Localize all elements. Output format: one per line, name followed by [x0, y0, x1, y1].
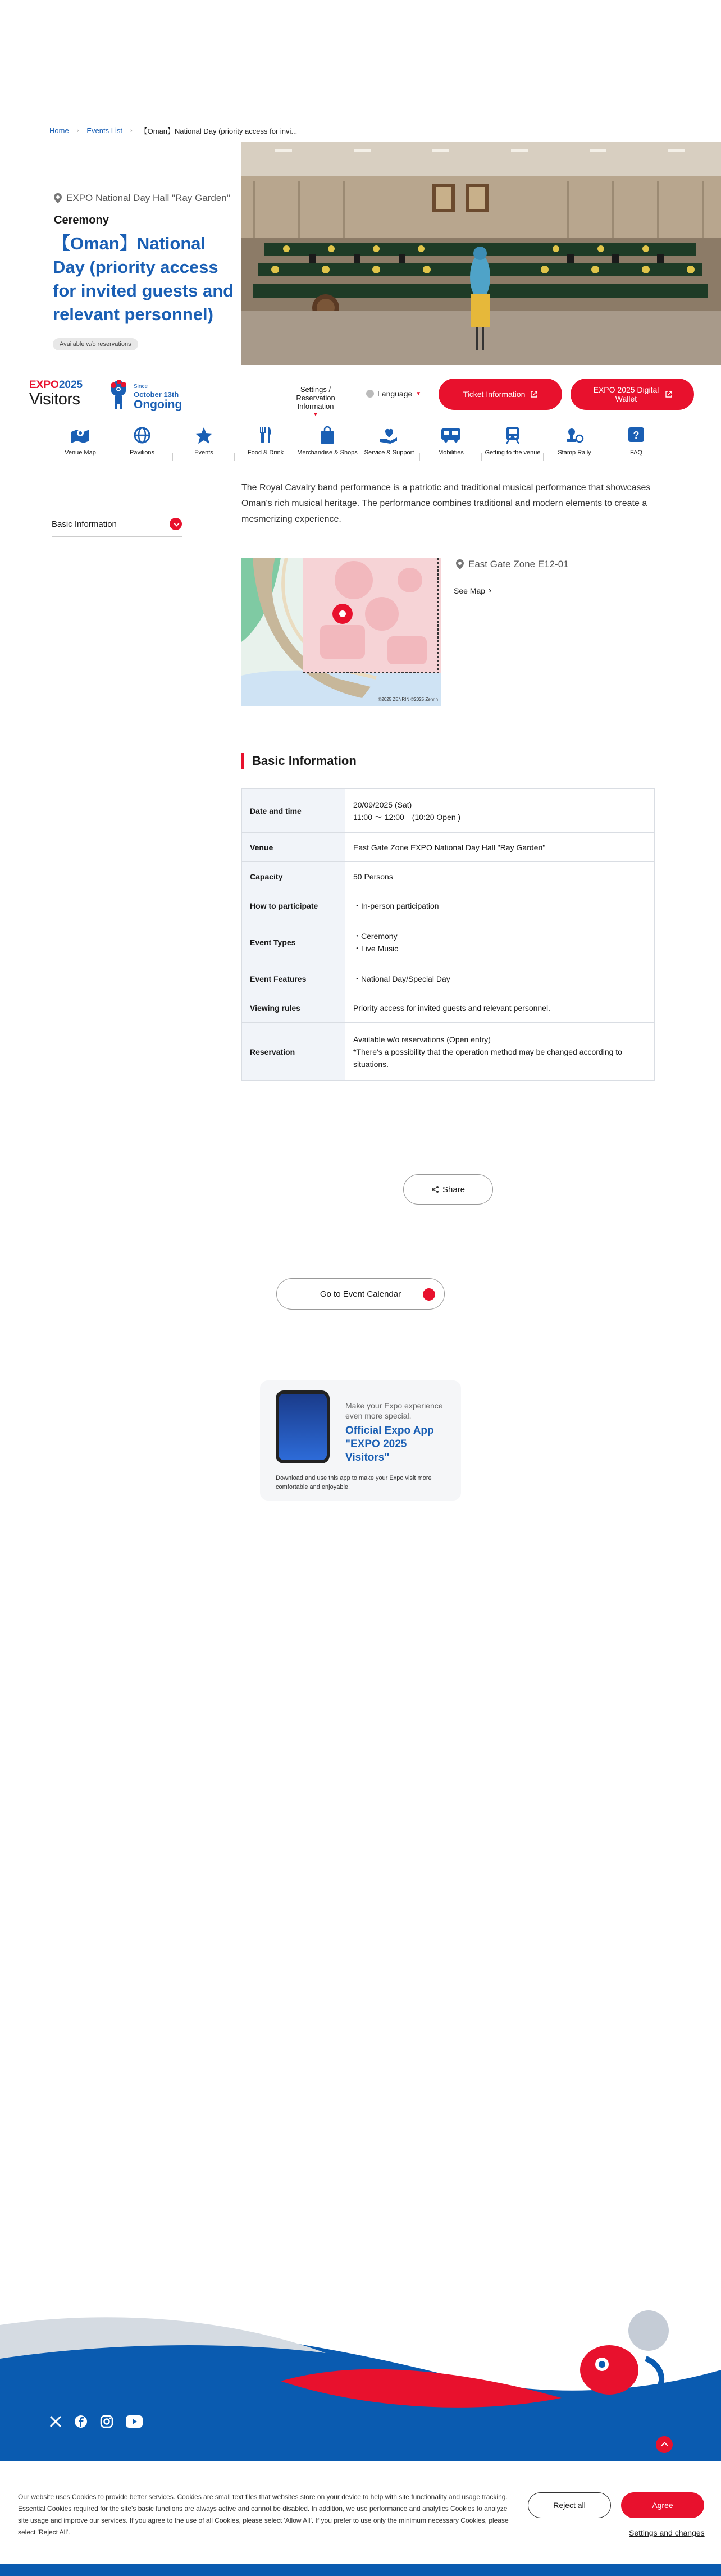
nav-label: Merchandise & Shops — [297, 449, 358, 456]
breadcrumb-current: 【Oman】National Day (priority access for invi... — [140, 127, 298, 135]
app-promo-card[interactable] — [260, 1380, 461, 1501]
map-pin-icon — [70, 426, 90, 444]
rules-label: Viewing rules — [242, 993, 345, 1023]
question-icon — [627, 426, 645, 444]
agree-button[interactable]: Agree — [621, 2492, 704, 2518]
digital-wallet-button[interactable] — [571, 379, 694, 410]
see-map-label: See Map — [454, 586, 486, 595]
event-venue — [54, 193, 230, 204]
date-label: Date and time — [242, 789, 345, 833]
cookie-settings-link[interactable]: Settings and changes — [629, 2528, 705, 2537]
reservation-badge: Available w/o reservations — [53, 338, 138, 350]
facebook-icon[interactable] — [74, 2415, 88, 2431]
table-row — [242, 862, 655, 891]
youtube-icon[interactable] — [126, 2415, 143, 2431]
language-selector[interactable] — [366, 389, 421, 398]
reservation-note: *There's a possibility that the operation method may be changed according to situations. — [353, 1047, 622, 1069]
date-value: 20/09/2025 (Sat) — [353, 800, 412, 809]
nav-label: Food & Drink — [247, 449, 284, 456]
reservation-label: Reservation — [242, 1023, 345, 1081]
app-promo-line1: Make your Expo experience even more special. — [345, 1401, 443, 1420]
globe-icon — [366, 390, 374, 398]
table-row — [242, 891, 655, 920]
cookie-text: Our website uses Cookies to provide better services. Cookies are small text files that websites store on your device to help with site functionality and usage tracking. Essential Cookies required for the site's basic functions are always active and cannot be disabled. In addition, we use performance and analytics Cookies to analyze site usage and improve our services. If you agree to the use of all Cookies, please select 'Allow All'. If you prefer to use only the minimum necessary Cookies, please select 'Reject All'. — [18, 2493, 509, 2536]
social-links — [49, 2415, 143, 2431]
breadcrumb-home[interactable]: Home — [49, 126, 69, 135]
back-to-top-button[interactable] — [656, 2436, 673, 2453]
wallet-label: EXPO 2025 Digital Wallet — [593, 385, 659, 403]
settings-reservation-menu[interactable] — [284, 385, 347, 419]
ticket-information-button[interactable] — [439, 379, 562, 410]
shopping-bag-icon — [319, 426, 336, 444]
event-calendar-button[interactable] — [276, 1278, 445, 1310]
event-venue-text: EXPO National Day Hall "Ray Garden" — [66, 193, 230, 203]
main-nav — [49, 425, 667, 465]
nav-venue-map[interactable] — [49, 425, 111, 465]
chevron-right-icon: › — [76, 127, 79, 134]
reservation-value: Available w/o reservations (Open entry) — [353, 1034, 491, 1044]
nav-label: Stamp Rally — [558, 449, 591, 456]
settings-label: Settings / Reservation Information — [296, 385, 335, 411]
see-map-link[interactable] — [454, 586, 491, 596]
logo-visitors: Visitors — [29, 390, 80, 408]
star-icon — [194, 426, 213, 444]
venue-label: Venue — [242, 833, 345, 862]
share-label: Share — [442, 1184, 466, 1194]
time-value: 11:00 ～ 12:00 (10:20 Open ) — [353, 812, 461, 822]
heart-hand-icon — [379, 426, 399, 444]
share-button[interactable] — [403, 1174, 493, 1205]
chevron-down-icon: ▼ — [313, 412, 318, 418]
calendar-label: Go to Event Calendar — [320, 1289, 401, 1299]
since-date: October 13th — [134, 390, 179, 399]
basic-info-table — [241, 788, 655, 1081]
nav-label: Events — [194, 449, 213, 456]
x-icon[interactable] — [49, 2415, 62, 2431]
capacity-label: Capacity — [242, 862, 345, 891]
date-value-cell — [345, 789, 655, 833]
participate-label: How to participate — [242, 891, 345, 920]
chevron-down-icon — [170, 518, 182, 530]
instagram-icon[interactable] — [100, 2415, 113, 2431]
nav-getting-to-venue[interactable] — [482, 425, 544, 465]
bus-icon — [440, 426, 462, 444]
fork-knife-icon — [258, 426, 273, 444]
map-location — [456, 559, 569, 570]
table-row — [242, 833, 655, 862]
event-type-item: ・ Ceremony — [353, 930, 646, 942]
venue-value: East Gate Zone EXPO National Day Hall "Ray Garden" — [345, 833, 655, 862]
nav-food-drink[interactable] — [235, 425, 296, 465]
app-promo-title: Official Expo App "EXPO 2025 Visitors" — [345, 1425, 434, 1463]
language-label: Language — [377, 389, 413, 398]
logo-year: 2025 — [58, 379, 83, 391]
chevron-down-icon: ▼ — [416, 390, 422, 397]
basic-info-title: Basic Information — [241, 753, 357, 769]
nav-label: Venue Map — [65, 449, 96, 456]
table-row — [242, 920, 655, 964]
rules-value: Priority access for invited guests and relevant personnel. — [345, 993, 655, 1023]
nav-stamp-rally[interactable] — [544, 425, 605, 465]
train-icon — [504, 426, 521, 445]
features-label: Event Features — [242, 964, 345, 993]
chevron-right-icon — [423, 1288, 435, 1301]
nav-pavilions[interactable] — [111, 425, 173, 465]
map-credit: ©2025 ZENRIN ©2025 Zenrin — [378, 697, 438, 702]
event-category: Ceremony — [54, 214, 109, 226]
nav-mobilities[interactable] — [420, 425, 482, 465]
expo-visitors-logo[interactable] — [29, 380, 97, 409]
nav-merchandise[interactable] — [296, 425, 358, 465]
chevron-right-icon: › — [130, 127, 133, 134]
event-type-item: ・ Live Music — [353, 942, 646, 955]
since-status-text: Ongoing — [134, 398, 182, 411]
location-pin-icon — [456, 559, 464, 569]
since-status — [134, 383, 182, 411]
share-icon — [431, 1186, 439, 1193]
chevron-right-icon: › — [489, 586, 492, 595]
stamp-icon — [565, 426, 584, 444]
nav-faq[interactable] — [605, 425, 667, 465]
page-title: 【Oman】National Day (priority access for invited guests and relevant personnel) — [53, 234, 234, 324]
sidebar-basic-information-link[interactable] — [52, 512, 182, 537]
ticket-label: Ticket Information — [463, 390, 526, 399]
table-row — [242, 1023, 655, 1081]
nav-events[interactable] — [173, 425, 235, 465]
since-label: Since — [134, 384, 148, 390]
nav-label: Pavilions — [129, 449, 155, 456]
table-row — [242, 964, 655, 993]
globe-icon — [133, 426, 151, 444]
nav-service-support[interactable] — [358, 425, 420, 465]
phone-icon — [276, 1390, 330, 1463]
breadcrumb — [49, 125, 297, 136]
nav-label: FAQ — [629, 449, 642, 456]
breadcrumb-events-list[interactable]: Events List — [86, 126, 122, 135]
mascot-icon — [107, 380, 130, 409]
map-location-text: East Gate Zone E12-01 — [468, 559, 569, 569]
external-link-icon — [665, 391, 672, 398]
event-hero-image — [241, 142, 721, 365]
svg-text:?: ? — [633, 430, 640, 441]
table-row — [242, 789, 655, 833]
event-description: The Royal Cavalry band performance is a patriotic and traditional musical performance that showcases Oman's rich musical heritage. The performance combines traditional and modern elements to create a mesmerizing experience. — [241, 483, 651, 524]
features-value: ・ National Day/Special Day — [353, 973, 646, 985]
venue-map-image[interactable] — [241, 558, 441, 706]
reject-all-button[interactable]: Reject all — [528, 2492, 611, 2518]
table-row — [242, 993, 655, 1023]
capacity-value: 50 Persons — [345, 862, 655, 891]
nav-label: Service & Support — [364, 449, 414, 456]
logo-expo: EXPO — [29, 379, 59, 391]
nav-label: Mobilities — [438, 449, 464, 456]
location-pin-icon — [54, 193, 62, 203]
app-promo-line3: Download and use this app to make your Expo visit more comfortable and enjoyable! — [276, 1475, 432, 1490]
sidebar-link-label: Basic Information — [52, 519, 117, 529]
nav-label: Getting to the venue — [485, 449, 541, 456]
types-label: Event Types — [242, 920, 345, 964]
participate-value: ・ In-person participation — [353, 900, 646, 912]
external-link-icon — [531, 391, 537, 398]
